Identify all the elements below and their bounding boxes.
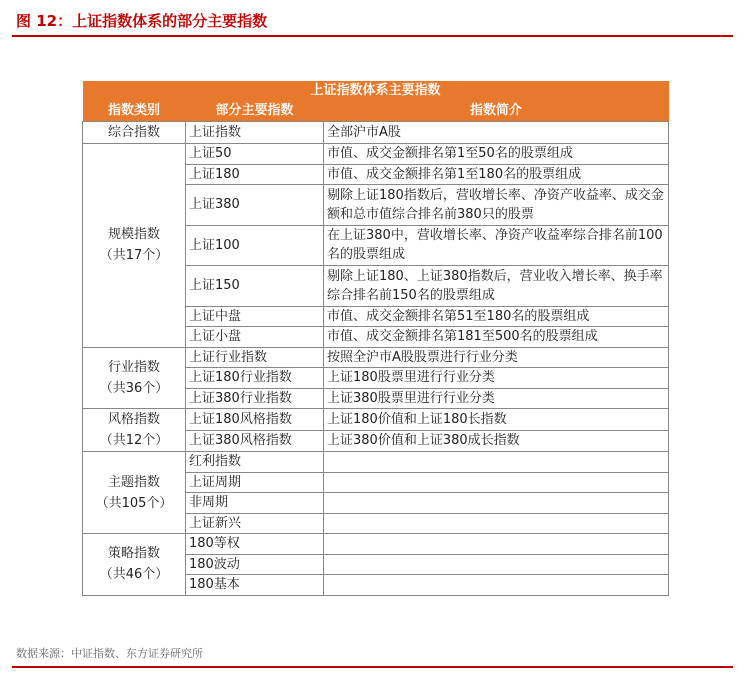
index-description: 上证180价值和上证180长指数 <box>324 409 669 431</box>
index-name: 上证380 <box>186 185 324 226</box>
index-name: 上证小盘 <box>186 327 324 348</box>
index-name: 上证150 <box>186 266 324 307</box>
index-description: 剔除上证180指数后，营收增长率、净资产收益率、成交金额和总市值综合排名前380只的股票 <box>324 185 669 226</box>
index-name: 上证180 <box>186 164 324 185</box>
index-description: 在上证380中，营收增长率、净资产收益率综合排名前100名的股票组成 <box>324 225 669 266</box>
header-index: 部分主要指数 <box>186 101 324 122</box>
category-cell: 策略指数 （共46个） <box>83 534 186 596</box>
category-cell: 规模指数 （共17个） <box>83 144 186 348</box>
index-description: 市值、成交金额排名第1至50名的股票组成 <box>324 144 669 165</box>
index-description: 按照全沪市A股股票进行行业分类 <box>324 347 669 368</box>
index-description: 全部沪市A股 <box>324 122 669 144</box>
index-description <box>324 513 669 534</box>
category-cell: 风格指数 （共12个） <box>83 409 186 452</box>
category-cell: 行业指数 （共36个） <box>83 347 186 409</box>
header-category: 指数类别 <box>83 101 186 122</box>
category-cell: 综合指数 <box>83 122 186 144</box>
index-name: 上证180行业指数 <box>186 368 324 389</box>
index-description <box>324 575 669 596</box>
index-name: 上证指数 <box>186 122 324 144</box>
index-name: 上证中盘 <box>186 306 324 327</box>
index-name: 180等权 <box>186 534 324 555</box>
index-description: 剔除上证180、上证380指数后，营业收入增长率、换手率综合排名前150名的股票组成 <box>324 266 669 307</box>
source-note: 数据来源：中证指数、东方证券研究所 <box>16 647 203 660</box>
index-name: 上证380风格指数 <box>186 430 324 452</box>
index-name: 180波动 <box>186 554 324 575</box>
index-description: 市值、成交金额排名第181至500名的股票组成 <box>324 327 669 348</box>
index-description <box>324 452 669 473</box>
index-description: 上证180股票里进行行业分类 <box>324 368 669 389</box>
bottom-rule <box>12 666 733 668</box>
table-row <box>83 452 669 473</box>
table-row <box>83 409 669 431</box>
index-table <box>82 81 669 596</box>
index-name: 上证180风格指数 <box>186 409 324 431</box>
table-row <box>83 122 669 144</box>
table-row <box>83 347 669 368</box>
index-name: 上证新兴 <box>186 513 324 534</box>
table-title: 上证指数体系主要指数 <box>83 81 669 101</box>
index-description: 上证380股票里进行行业分类 <box>324 388 669 409</box>
index-name: 上证50 <box>186 144 324 165</box>
category-cell: 主题指数 （共105个） <box>83 452 186 534</box>
index-name: 上证行业指数 <box>186 347 324 368</box>
index-description: 市值、成交金额排名第51至180名的股票组成 <box>324 306 669 327</box>
index-description: 上证380价值和上证380成长指数 <box>324 430 669 452</box>
index-name: 180基本 <box>186 575 324 596</box>
index-name: 非周期 <box>186 493 324 514</box>
index-description <box>324 493 669 514</box>
table-row <box>83 144 669 165</box>
figure-title: 图 12：上证指数体系的部分主要指数 <box>16 12 268 30</box>
index-name: 上证100 <box>186 225 324 266</box>
top-rule <box>12 35 733 37</box>
index-description: 市值、成交金额排名第1至180名的股票组成 <box>324 164 669 185</box>
index-name: 红利指数 <box>186 452 324 473</box>
index-description <box>324 472 669 493</box>
index-description <box>324 554 669 575</box>
index-description <box>324 534 669 555</box>
table-row <box>83 534 669 555</box>
index-name: 上证380行业指数 <box>186 388 324 409</box>
header-description: 指数简介 <box>324 101 669 122</box>
index-name: 上证周期 <box>186 472 324 493</box>
